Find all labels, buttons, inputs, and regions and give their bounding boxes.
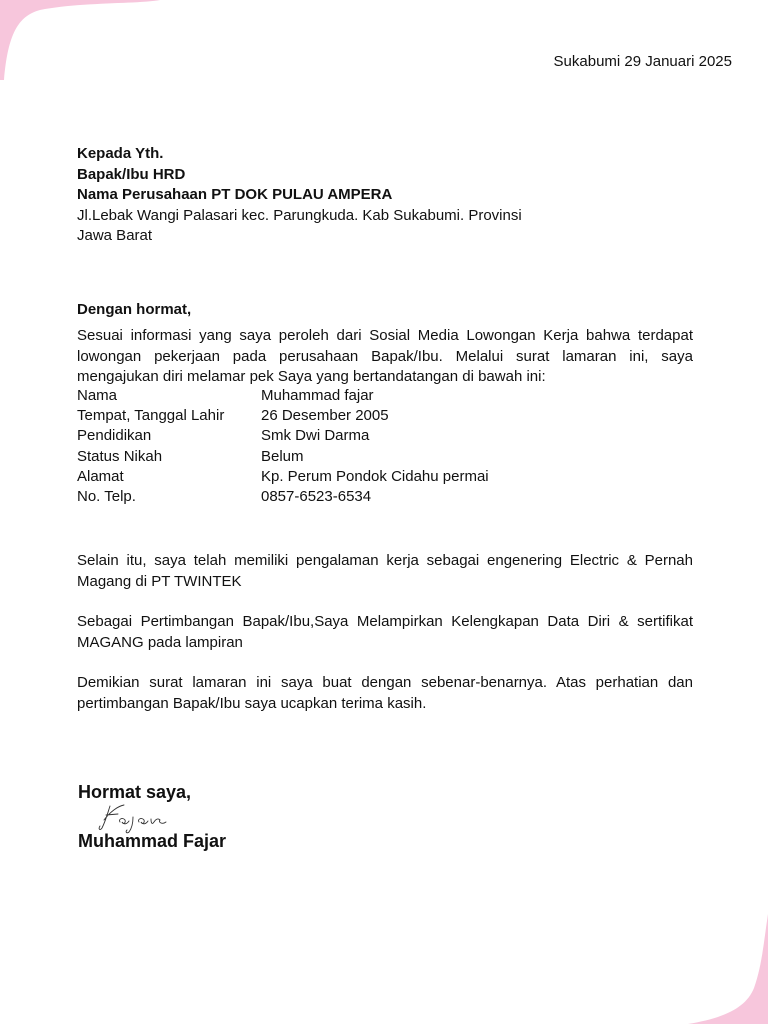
intro-paragraph: Sesuai informasi yang saya peroleh dari Sosial Media Lowongan Kerja bahwa terdapat lowongan pekerjaan pada perusahaan Bapak/Ibu. Melalui surat lamaran ini, saya mengajukan diri melamar pek Saya yang bertandatangan di bawah ini: [77, 327, 693, 385]
detail-row-pendidikan [77, 426, 489, 446]
signer-name: Muhammad Fajar [78, 831, 227, 851]
detail-label: Nama [77, 387, 118, 404]
recipient-company: Nama Perusahaan PT DOK PULAU AMPERA [77, 186, 393, 203]
detail-label: No. Telp. [77, 488, 136, 506]
applicant-details [77, 386, 489, 507]
recipient-address: Jl.Lebak Wangi Palasari kec. Parungkuda. Kab Sukabumi. Provinsi Jawa Barat [77, 206, 522, 244]
recipient-block [77, 144, 697, 247]
closing-salutation: Hormat saya, [78, 782, 192, 802]
detail-row-telp [77, 487, 489, 507]
detail-value: Muhammad fajar [261, 387, 374, 404]
detail-row-status [77, 447, 489, 467]
detail-value: Kp. Perum Pondok Cidahu permai [261, 467, 489, 485]
attachment-paragraph: Sebagai Pertimbangan Bapak/Ibu,Saya Melampirkan Kelengkapan Data Diri & sertifikat MAGANG pada lampiran [77, 613, 693, 651]
detail-label: Status Nikah [77, 447, 163, 465]
detail-value: 26 Desember 2005 [261, 407, 389, 425]
detail-row-nama [77, 386, 489, 406]
detail-label: Alamat [77, 467, 124, 485]
recipient-hrd: Bapak/Ibu HRD [77, 165, 186, 183]
detail-row-alamat [77, 467, 489, 487]
detail-value: Smk Dwi Darma [261, 427, 370, 445]
handwritten-signature [96, 798, 176, 834]
pink-corner-decoration-top [0, 0, 160, 80]
greeting: Dengan hormat, [77, 301, 192, 318]
detail-label: Tempat, Tanggal Lahir [77, 407, 225, 425]
pink-corner-decoration-bottom [688, 914, 768, 1024]
experience-paragraph: Selain itu, saya telah memiliki pengalaman kerja sebagai engenering Electric & Pernah Magang di PT TWINTEK [77, 552, 693, 590]
detail-value: 0857-6523-6534 [261, 488, 372, 506]
letter-date: Sukabumi 29 Januari 2025 [553, 53, 732, 70]
detail-label: Pendidikan [77, 427, 152, 445]
recipient-salutation: Kepada Yth. [77, 145, 164, 162]
detail-row-ttl [77, 406, 489, 426]
closing-paragraph: Demikian surat lamaran ini saya buat dengan sebenar-benarnya. Atas perhatian dan pertimbangan Bapak/Ibu saya ucapkan terima kasih. [77, 674, 693, 712]
detail-value: Belum [261, 447, 304, 465]
